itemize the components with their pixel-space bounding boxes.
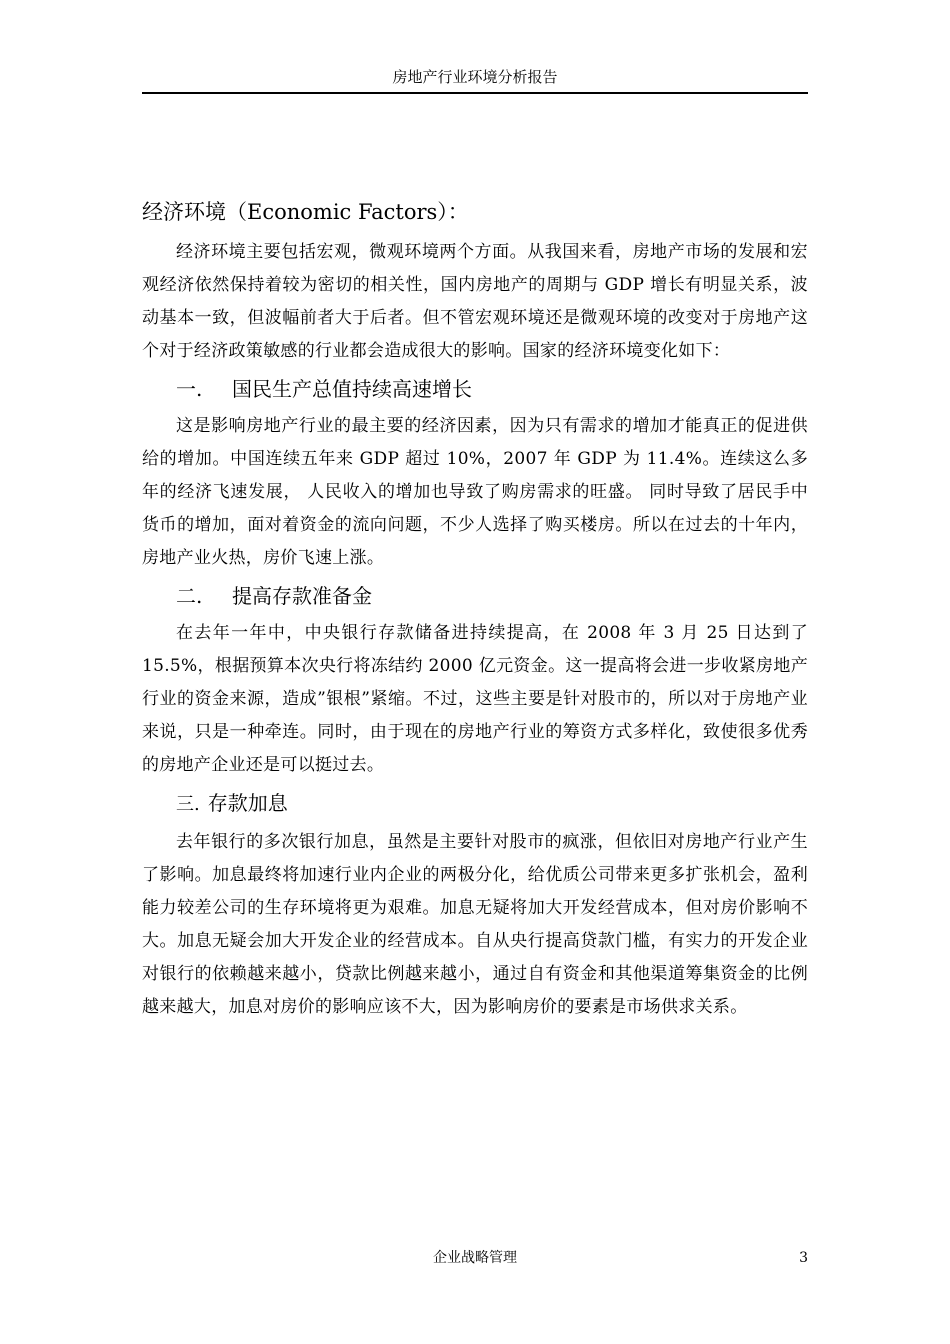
item-body-3: 去年银行的多次银行加息，虽然是主要针对股市的疯涨，但依旧对房地产行业产生了影响。加息最终将加速行业内企业的两极分化，给优质公司带来更多扩张机会，盈利能力较差公司的生存环境将更为艰难。加息无疑将加大开发经营成本，但对房价影响不大。加息无疑会加大开发企业的经营成本。自从央行提高贷款门槛，有实力的开发企业对银行的依赖越来越小，贷款比例越来越小，通过自有资金和其他渠道筹集资金的比例越来越大，加息对房价的影响应该不大，因为影响房价的要素是市场供求关系。 <box>142 832 808 1017</box>
header-title: 房地产行业环境分析报告 <box>392 68 558 86</box>
item-body-1: 这是影响房地产行业的最主要的经济因素，因为只有需求的增加才能真正的促进供给的增加。中国连续五年来 GDP 超过 10%，2007 年 GDP 为 11.4%。连续这么多年的经济飞速发展， 人民收入的增加也导致了购房需求的旺盛。 同时导致了居民手中货币的增加，面对着资金的流向问题，不少人选择了购买楼房。所以在过去的十年内，房地产业火热，房价飞速上涨。 <box>142 416 808 568</box>
item-heading-1 <box>142 368 808 410</box>
item-number-2: 二. <box>176 584 203 608</box>
intro-paragraph: 经济环境主要包括宏观，微观环境两个方面。从我国来看，房地产市场的发展和宏观经济依然保持着较为密切的相关性，国内房地产的周期与 GDP 增长有明显关系，波动基本一致，但波幅前者大于后者。但不管宏观环境还是微观环境的改变对于房地产这个对于经济政策敏感的行业都会造成很大的影响。国家的经济环境变化如下： <box>142 242 808 361</box>
item-heading-2 <box>142 575 808 617</box>
item-body-2: 在去年一年中，中央银行存款储备进持续提高，在 2008 年 3 月 25 日达到了 15.5%，根据预算本次央行将冻结约 2000 亿元资金。这一提高将会进一步收紧房地产行业的资金来源，造成”银根”紧缩。不过，这些主要是针对股市的，所以对于房地产业来说，只是一种牵连。同时，由于现在的房地产行业的筹资方式多样化，致使很多优秀的房地产企业还是可以挺过去。 <box>142 623 808 775</box>
page-number: 3 <box>799 1250 808 1266</box>
item-number-1: 一. <box>176 377 203 401</box>
item-number-3: 三. <box>176 794 200 815</box>
item-heading-text-3: 存款加息 <box>207 791 288 815</box>
section-title: 经济环境（Economic Factors）： <box>142 200 469 224</box>
footer-text: 企业战略管理 <box>433 1250 517 1266</box>
page-footer <box>142 1246 808 1270</box>
item-heading-text-1: 国民生产总值持续高速增长 <box>232 377 472 401</box>
page-header <box>142 64 808 94</box>
document-body <box>142 192 808 1024</box>
header-divider <box>142 92 808 94</box>
item-heading-3 <box>142 782 808 826</box>
item-heading-text-2: 提高存款准备金 <box>232 584 372 608</box>
